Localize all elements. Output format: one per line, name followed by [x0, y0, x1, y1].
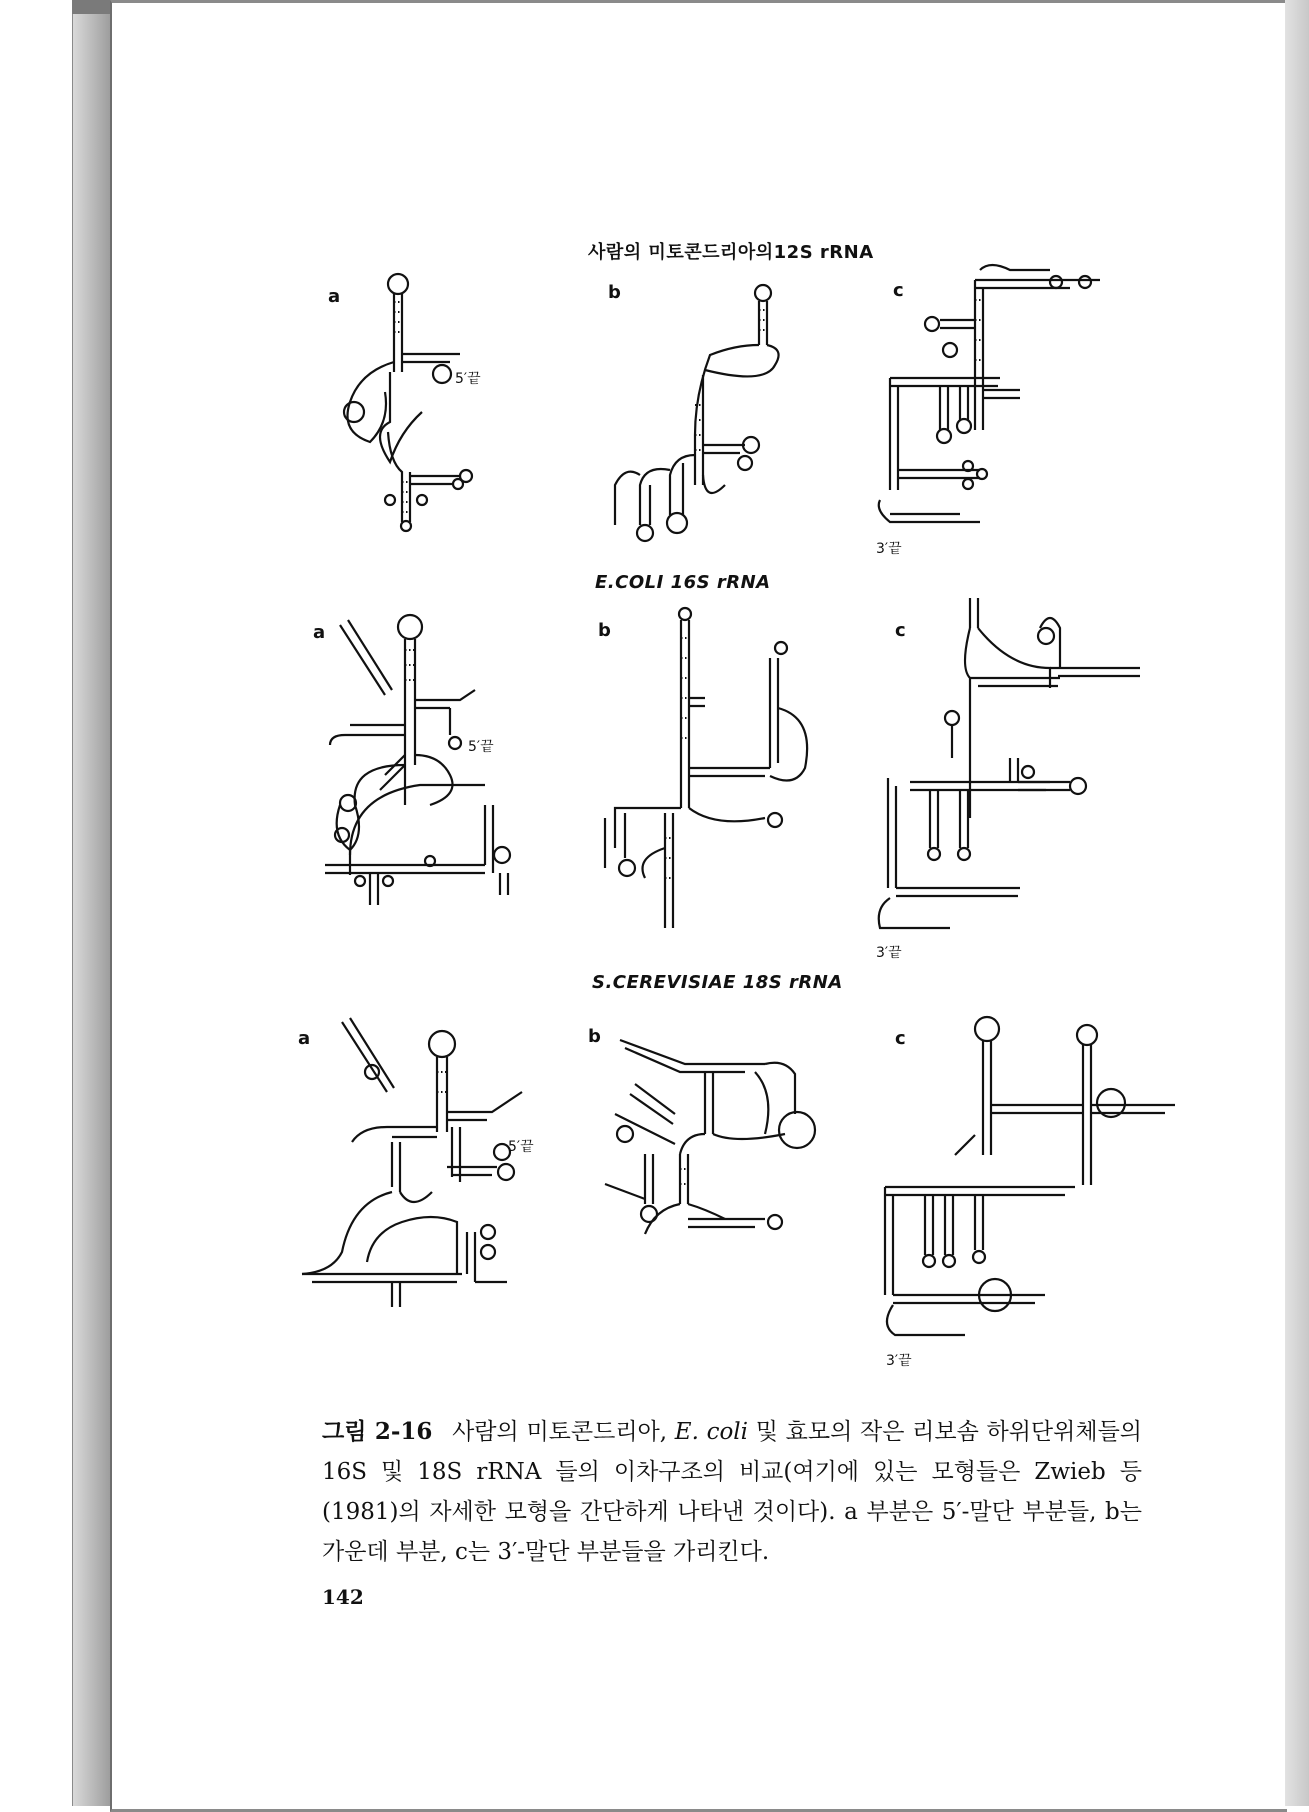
- section-title-ecoli: E.COLI 16S rRNA: [595, 572, 771, 593]
- three-prime-end-label: 3′끝: [876, 945, 902, 961]
- diagram-12s-b: [595, 285, 775, 535]
- caption-ecoli: E. coli: [674, 1419, 749, 1445]
- section-title-yeast: S.CEREVISIAE 18S rRNA: [592, 972, 843, 993]
- diagram-16s-c: [870, 598, 1140, 938]
- three-prime-end-label: 3′끝: [886, 1353, 912, 1369]
- five-prime-end-label: 5′끝: [468, 739, 494, 755]
- page-edge: [1285, 0, 1309, 1806]
- panel-label-c: c: [893, 280, 904, 301]
- section-title-human-mito: 사람의 미토콘드리아의12S rRNA: [588, 242, 874, 263]
- panel-label-a: a: [313, 622, 326, 643]
- figure-caption: [322, 1412, 1142, 1572]
- five-prime-end-label: 5′끝: [508, 1139, 534, 1155]
- diagram-12s-a: [330, 262, 500, 532]
- book-spine: [72, 0, 111, 1806]
- diagram-16s-a: [310, 605, 540, 915]
- diagram-16s-b: [585, 608, 815, 928]
- panel-label-c: c: [895, 620, 906, 641]
- panel-label-a: a: [298, 1028, 311, 1049]
- panel-label-b: b: [598, 620, 611, 641]
- diagram-12s-c: [870, 260, 1110, 540]
- figure-number: 그림 2-16: [322, 1418, 433, 1445]
- panel-label-c: c: [895, 1028, 906, 1049]
- three-prime-end-label: 3′끝: [876, 541, 902, 557]
- diagram-18s-b: [585, 1034, 825, 1264]
- diagram-18s-c: [875, 1005, 1175, 1345]
- page-number: 142: [322, 1585, 364, 1609]
- panel-label-b: b: [588, 1026, 601, 1047]
- panel-label-b: b: [608, 282, 621, 303]
- diagram-18s-a: [292, 1012, 542, 1312]
- panel-label-a: a: [328, 286, 341, 307]
- caption-part1: 사람의 미토콘드리아,: [452, 1419, 668, 1445]
- caption-part2: 및 효모의 작은 리보솜 하위단위체들의 16S 및 18S rRNA 들의 이차구조의 비교(여기에 있는 모형들은 Zwieb 등(1981)의 자세한 모형을 간단하게 나타낸 것이다). a 부분은 5′-말단 부분들, b는 가운데 부분, c는 3′-말단 부분들을 가리킨다.: [322, 1419, 1143, 1565]
- five-prime-end-label: 5′끝: [455, 371, 481, 387]
